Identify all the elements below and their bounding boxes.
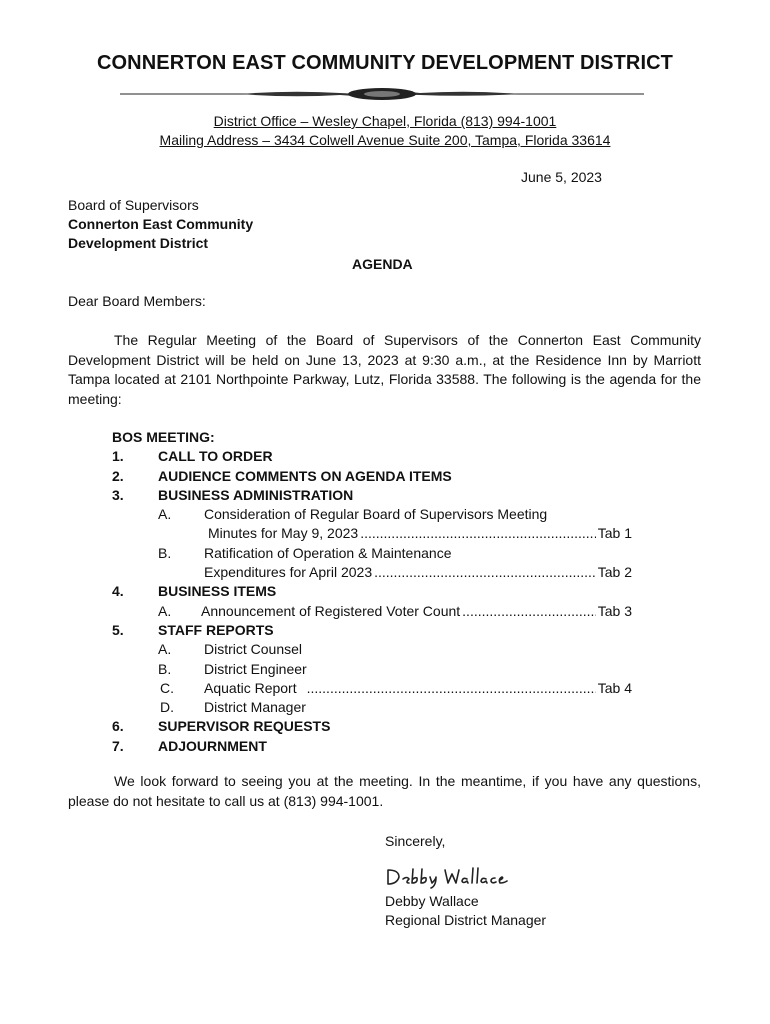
item-label: AUDIENCE COMMENTS ON AGENDA ITEMS xyxy=(158,467,452,484)
signer-title: Regional District Manager xyxy=(385,912,547,928)
addressee-line: Board of Supervisors xyxy=(68,197,199,213)
item-number: 4. xyxy=(112,583,124,600)
tab-reference: Tab 4 xyxy=(597,679,632,696)
agenda-heading-row xyxy=(112,428,632,447)
subitem-letter: D. xyxy=(160,699,174,716)
item-number: 1. xyxy=(112,448,124,465)
item-number: 7. xyxy=(112,737,124,754)
district-office-line: District Office – Wesley Chapel, Florida (813) 994-1001 xyxy=(213,113,557,129)
agenda-subitem-continued xyxy=(112,563,632,582)
agenda-subitem xyxy=(112,544,632,563)
tab-reference: Tab 2 xyxy=(597,564,632,581)
dot-leader xyxy=(374,563,596,582)
agenda-label: AGENDA xyxy=(352,256,413,272)
letter-date: June 5, 2023 xyxy=(521,169,602,185)
item-label: BUSINESS ITEMS xyxy=(158,583,277,600)
item-number: 2. xyxy=(112,467,124,484)
agenda-item xyxy=(112,467,632,486)
agenda-subitem xyxy=(112,602,632,621)
item-number: 3. xyxy=(112,486,124,503)
item-label: CALL TO ORDER xyxy=(158,448,273,465)
item-label: ADJOURNMENT xyxy=(158,737,267,754)
subitem-text: District Manager xyxy=(204,699,306,716)
item-label: SUPERVISOR REQUESTS xyxy=(158,718,331,735)
subitem-letter: B. xyxy=(158,544,172,561)
decorative-divider xyxy=(120,86,644,102)
subitem-text: District Engineer xyxy=(204,660,307,677)
addressee-line: Development District xyxy=(68,235,209,251)
sign-off: Sincerely, xyxy=(385,833,446,849)
tab-reference: Tab 3 xyxy=(597,602,632,619)
signer-name: Debby Wallace xyxy=(385,893,479,909)
intro-paragraph: The Regular Meeting of the Board of Supervisors of the Connerton East Community Development District will be held on June 13, 2023 at 9:30 a.m., at the Residence Inn by Marriott Tampa located at 2101 Northpointe Parkway, Lutz, Florida 33588. The following is the agenda for the meeting: xyxy=(68,332,701,407)
agenda-subitem xyxy=(112,640,632,659)
agenda-subitem xyxy=(112,679,632,698)
mailing-address-line: Mailing Address – 3434 Colwell Avenue Suite 200, Tampa, Florida 33614 xyxy=(159,132,611,148)
subitem-letter: A. xyxy=(158,602,172,619)
closing-paragraph: We look forward to seeing you at the meeting. In the meantime, if you have any questions, please do not hesitate to call us at (813) 994-1001. xyxy=(68,773,701,809)
subitem-text: Aquatic Report xyxy=(204,679,297,696)
agenda-list xyxy=(112,428,632,756)
item-label: BUSINESS ADMINISTRATION xyxy=(158,486,354,503)
handwritten-signature xyxy=(385,866,515,890)
subitem-text: Expenditures for April 2023 xyxy=(204,564,373,581)
dot-leader xyxy=(307,679,596,698)
dot-leader xyxy=(462,602,596,621)
subitem-letter: C. xyxy=(160,679,174,696)
subitem-letter: B. xyxy=(158,660,172,677)
subitem-text: District Counsel xyxy=(204,641,303,658)
subitem-letter: A. xyxy=(158,641,172,658)
agenda-item xyxy=(112,621,632,640)
subitem-text: Announcement of Registered Voter Count xyxy=(201,602,461,619)
agenda-heading: BOS MEETING: xyxy=(112,429,215,445)
addressee-line: Connerton East Community xyxy=(68,216,254,232)
item-number: 6. xyxy=(112,718,124,735)
agenda-item xyxy=(112,717,632,736)
tab-reference: Tab 1 xyxy=(597,525,632,542)
item-number: 5. xyxy=(112,621,124,638)
agenda-subitem xyxy=(112,505,632,524)
agenda-item xyxy=(112,737,632,756)
subitem-text: Ratification of Operation & Maintenance xyxy=(204,544,452,561)
agenda-item xyxy=(112,447,632,466)
item-label: STAFF REPORTS xyxy=(158,621,274,638)
agenda-subitem xyxy=(112,660,632,679)
district-title: CONNERTON EAST COMMUNITY DEVELOPMENT DISTRICT xyxy=(96,52,673,74)
salutation: Dear Board Members: xyxy=(68,293,206,309)
subitem-text: Consideration of Regular Board of Supervisors Meeting xyxy=(204,506,548,523)
subitem-letter: A. xyxy=(158,506,172,523)
dot-leader xyxy=(360,524,596,543)
agenda-item xyxy=(112,486,632,505)
subitem-text: Minutes for May 9, 2023 xyxy=(208,525,359,542)
agenda-subitem xyxy=(112,698,632,717)
agenda-item xyxy=(112,582,632,601)
agenda-subitem-continued xyxy=(112,524,632,543)
